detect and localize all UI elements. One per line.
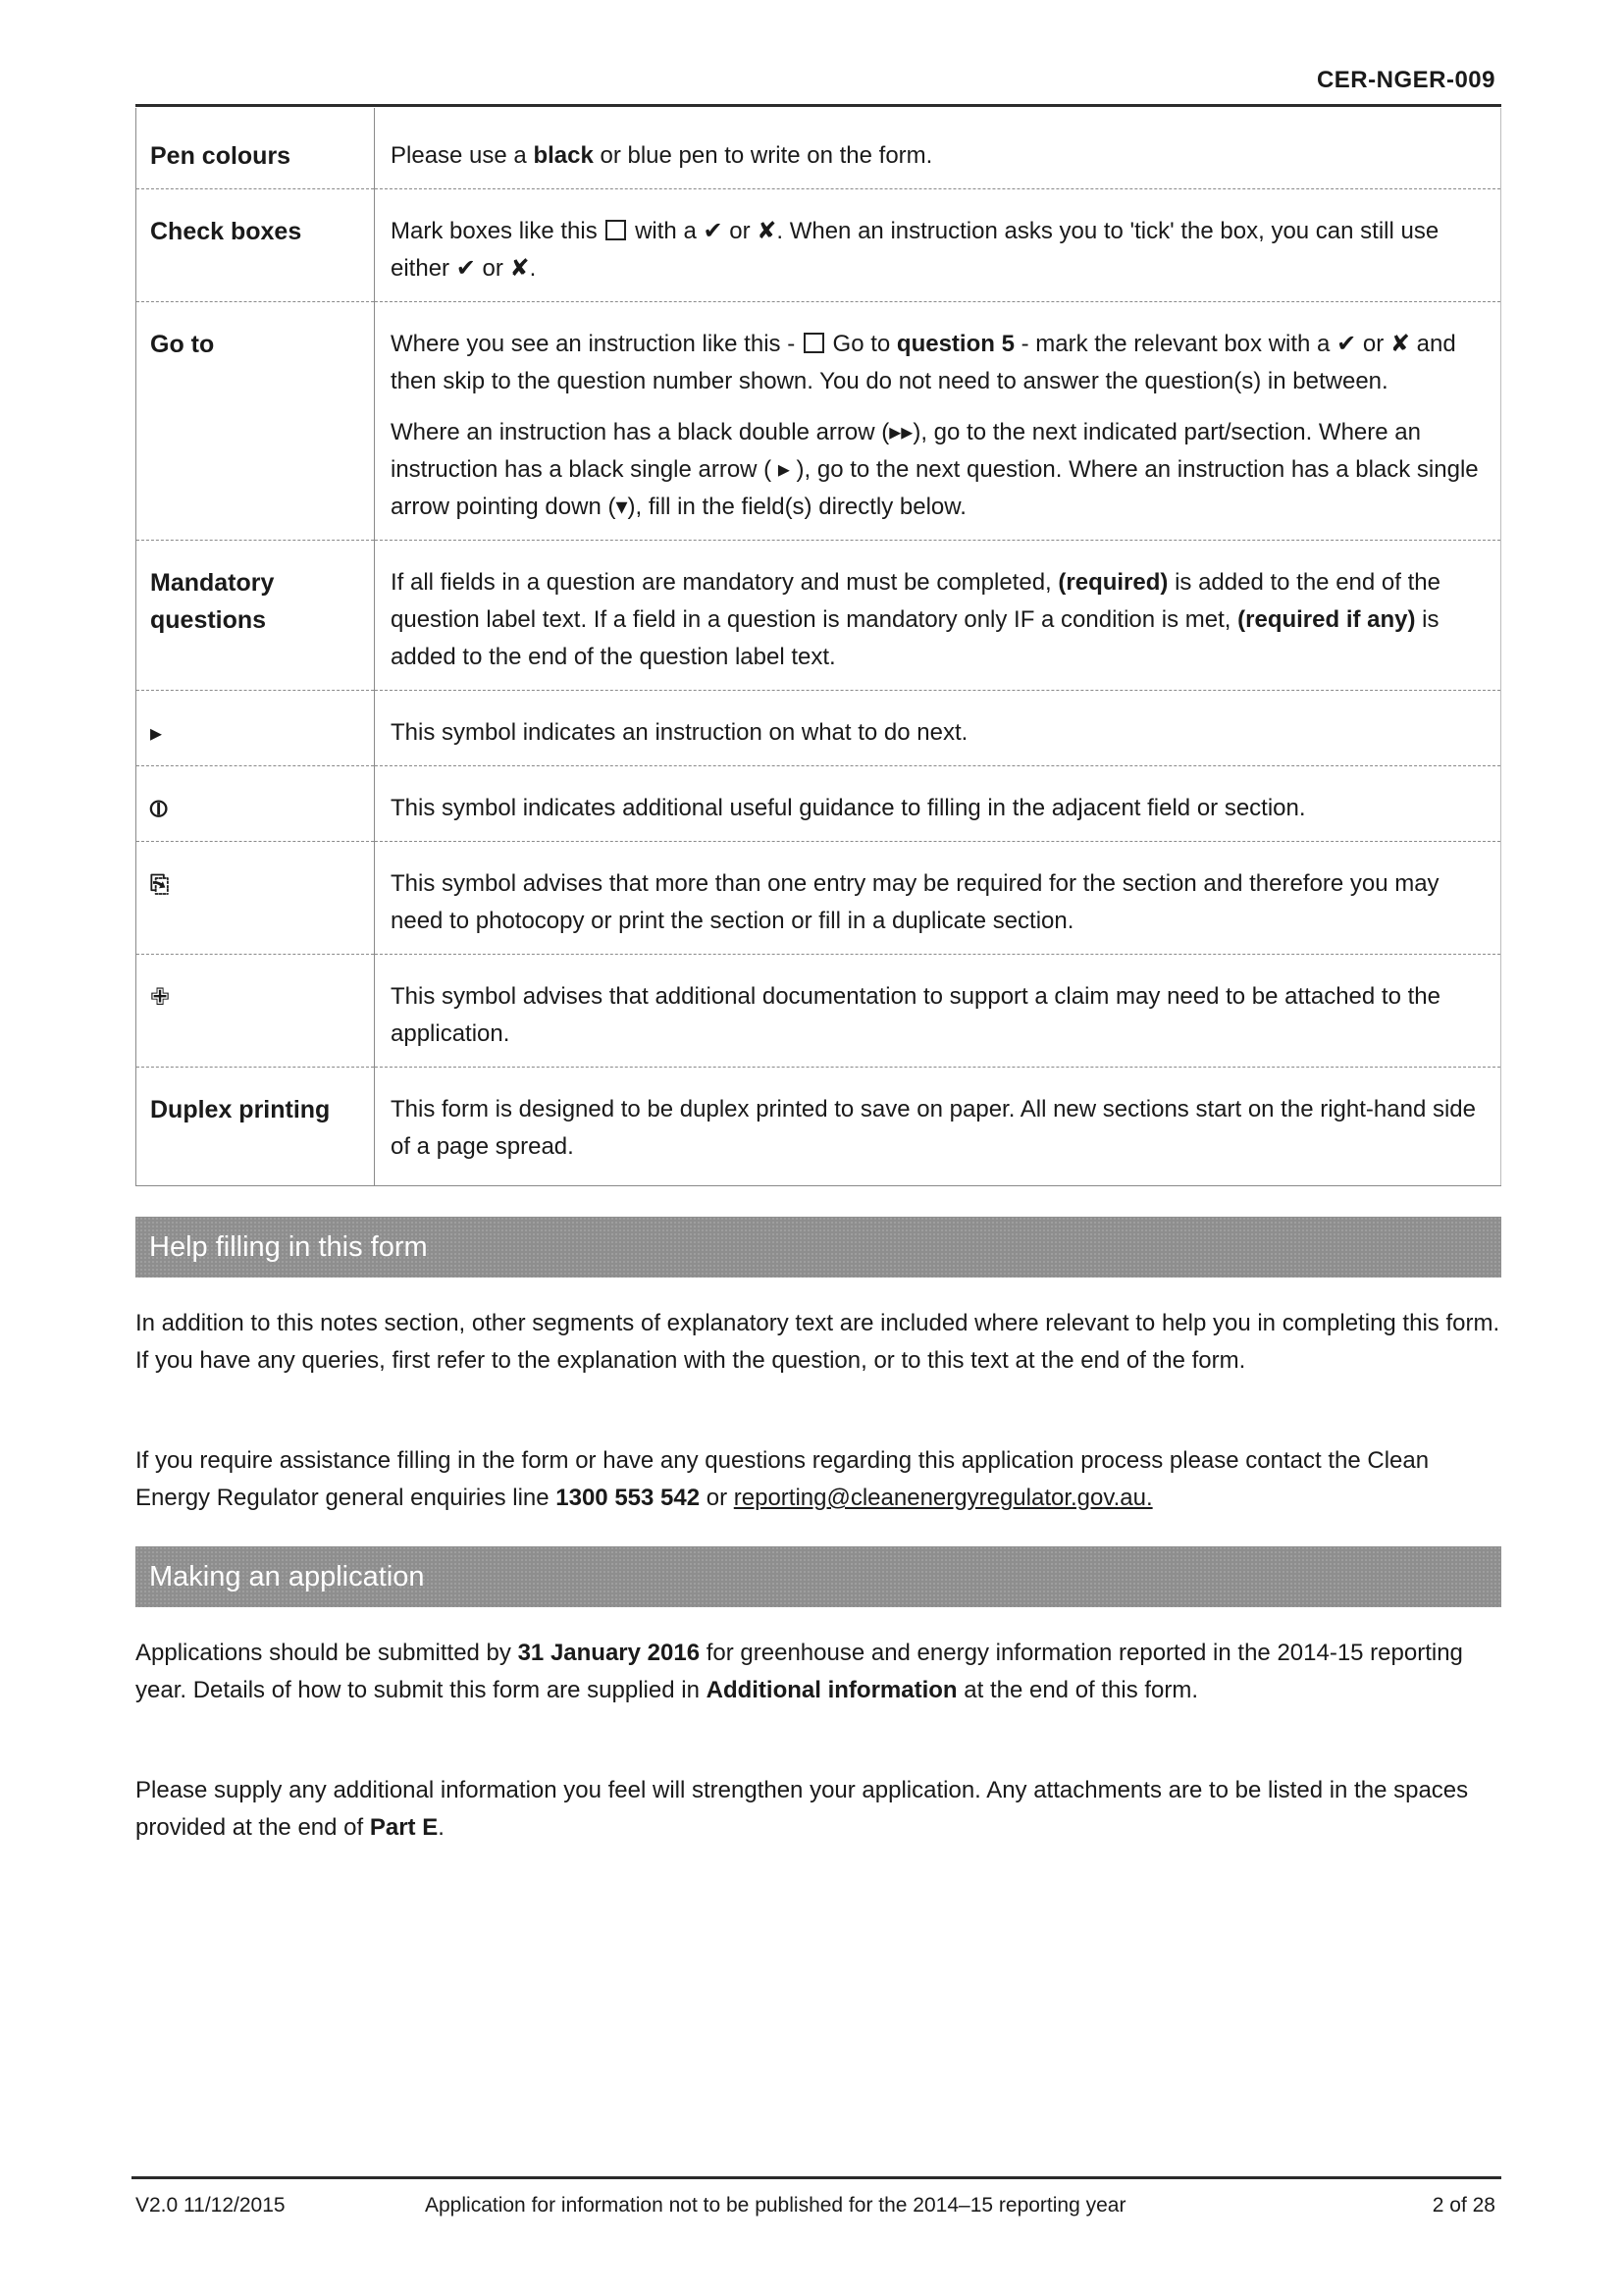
table-row [136,691,1501,766]
footer-rule [131,2176,1501,2179]
tick-icon: ✔ [455,255,476,282]
email-link[interactable]: reporting@cleanenergyregulator.gov.au. [733,1485,1153,1511]
cross-icon: ✘ [509,255,530,282]
pin-icon: ✙ [150,984,171,1011]
label-symbol-info [136,766,375,842]
table-row [136,302,1501,541]
desc-check-boxes: Mark boxes like this with a ✔ or ✘. When an instruction asks you to 'tick' the box, you can still use either ✔ or ✘. [375,189,1501,302]
tick-icon: ✔ [1336,331,1357,357]
document-code: CER-NGER-009 [1316,67,1495,93]
application-section-heading: Making an application [135,1546,1501,1607]
application-paragraph-1: Applications should be submitted by 31 January 2016 for greenhouse and energy information reported in the 2014-15 reporting year. Details of how to submit this form are supplied in Additional information at the end of this form. [135,1640,1463,1703]
label-symbol-attach [136,955,375,1068]
desc-duplex-printing: This form is designed to be duplex printed to save on paper. All new sections start on the right-hand side of a page spread. [375,1068,1501,1186]
label-duplex-printing: Duplex printing [136,1068,375,1186]
desc-symbol-next: This symbol indicates an instruction on what to do next. [375,691,1501,766]
notes-table [135,108,1501,1186]
tick-icon: ✔ [703,218,723,244]
help-paragraph-2: If you require assistance filling in the form or have any questions regarding this application process please contact the Clean Energy Regulator general enquiries line 1300 553 542 or reporting@cleanenergyregulator.gov.au. [135,1447,1430,1511]
label-go-to: Go to [136,302,375,541]
desc-mandatory-questions: If all fields in a question are mandatory and must be completed, (required) is added to the end of the question label text. If a field in a question is mandatory only IF a condition is met, (required if any) is added to the end of the question label text. [375,541,1501,691]
table-row [136,955,1501,1068]
table-row [136,1068,1501,1186]
enquiries-phone: 1300 553 542 [555,1485,701,1511]
go-to-paragraph-1: Where you see an instruction like this - Go to question 5 - mark the relevant box with a ✔ or ✘ and then skip to the question number shown. You do not need to answer the question(s) in between. [391,331,1456,394]
help-section-heading: Help filling in this form [135,1217,1501,1278]
desc-symbol-info: This symbol indicates additional useful guidance to filling in the adjacent field or section. [375,766,1501,842]
help-paragraph-1: In addition to this notes section, other segments of explanatory text are included where relevant to help you in completing this form. If you have any queries, first refer to the explanation with the question, or to this text at the end of the form. [135,1310,1500,1374]
desc-pen-colours: Please use a black or blue pen to write on the form. [375,108,1501,189]
arrow-right-icon: ▸ [150,720,163,747]
table-row [136,189,1501,302]
label-mandatory-questions: Mandatory questions [136,541,375,691]
desc-symbol-copies: This symbol advises that more than one entry may be required for the section and therefore you may need to photocopy or print the section or fill in a duplicate section. [375,842,1501,955]
info-icon: ⦶ [150,796,168,822]
cross-icon: ✘ [1389,331,1410,357]
application-paragraph-2: Please supply any additional information you feel will strengthen your application. Any attachments are to be listed in the spaces provided at the end of Part E. [135,1777,1469,1841]
label-pen-colours: Pen colours [136,108,375,189]
footer-page-number: 2 of 28 [1432,2194,1495,2217]
checkbox-icon [605,220,626,240]
table-row [136,766,1501,842]
footer-title: Application for information not to be published for the 2014–15 reporting year [425,2194,1126,2217]
footer-version: V2.0 11/12/2015 [135,2194,286,2217]
label-check-boxes: Check boxes [136,189,375,302]
go-to-paragraph-2: Where an instruction has a black double arrow (▸▸), go to the next indicated part/section. Where an instruction has a black single arrow ( ▸ ), go to the next question. Where an instruction has a black single arrow pointing down (▾), fill in the field(s) directly below. [391,419,1479,520]
cross-icon: ✘ [757,218,777,244]
desc-symbol-attach: This symbol advises that additional documentation to support a claim may need to be attached to the application. [375,955,1501,1068]
table-row [136,108,1501,189]
due-date: 31 January 2016 [517,1640,701,1666]
header-rule [135,104,1501,107]
desc-go-to [375,302,1501,541]
table-row [136,541,1501,691]
label-symbol-next [136,691,375,766]
copies-icon: ⎘ [150,871,170,898]
checkbox-icon [804,333,824,353]
label-symbol-copies [136,842,375,955]
table-row [136,842,1501,955]
